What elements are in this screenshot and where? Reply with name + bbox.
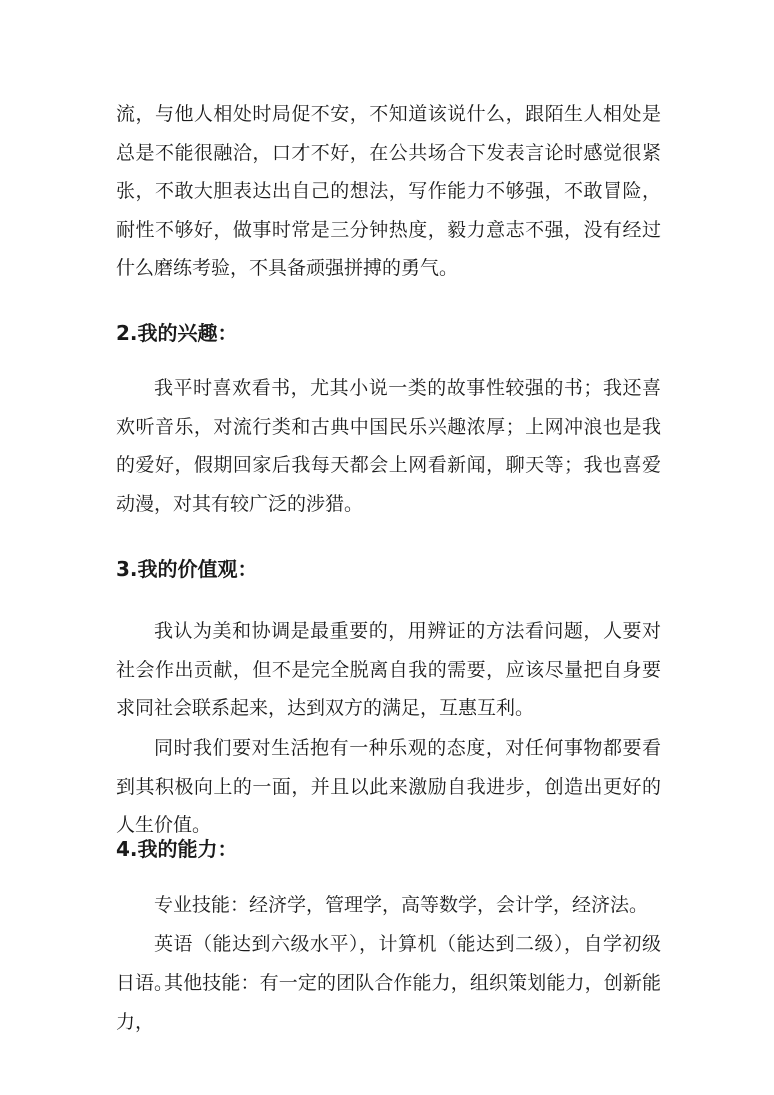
- paragraph-values: 我认为美和协调是最重要的，用辨证的方法看问题，人要对社会作出贡献，但不是完全脱离自我的需要，应该尽量把自身要求同社会联系起来，达到双方的满足，互惠互利。: [116, 620, 661, 719]
- paragraph-weaknesses: 流，与他人相处时局促不安，不知道该说什么，跟陌生人相处是总是不能很融洽，口才不好，在公共场合下发表言论时感觉很紧张，不敢大胆表达出自己的想法，写作能力不够强，不敢冒险，耐性不够好，做事时常是三分钟热度，毅力意志不强，没有经过什么磨练考验，不具备顽强拼搏的勇气。: [116, 103, 661, 279]
- paragraph-interests: 我平时喜欢看书，尤其小说一类的故事性较强的书；我还喜欢听音乐，对流行类和古典中国民乐兴趣浓厚；上网冲浪也是我的爱好，假期回家后我每天都会上网看新闻，聊天等；我也喜爱动漫，对其有较广泛的涉猎。: [116, 377, 661, 515]
- paragraph-language-skills: 英语（能达到六级水平），计算机（能达到二级），自学初级日语。: [116, 933, 661, 994]
- paragraph-professional-skills: 专业技能：经济学，管理学，高等数学，会计学，经济法。: [154, 894, 649, 916]
- section-heading-interests: 2.我的兴趣：: [116, 321, 238, 345]
- section-heading-values: 3.我的价值观：: [116, 557, 258, 581]
- paragraph-optimism: 同时我们要对生活抱有一种乐观的态度，对任何事物都要看到其积极向上的一面，并且以此来激励自我进步，创造出更好的人生价值。: [116, 737, 661, 836]
- paragraph-other-skills: 其他技能：有一定的团队合作能力，组织策划能力，创新能力，: [116, 972, 661, 1033]
- section-heading-abilities: 4.我的能力：: [116, 837, 238, 861]
